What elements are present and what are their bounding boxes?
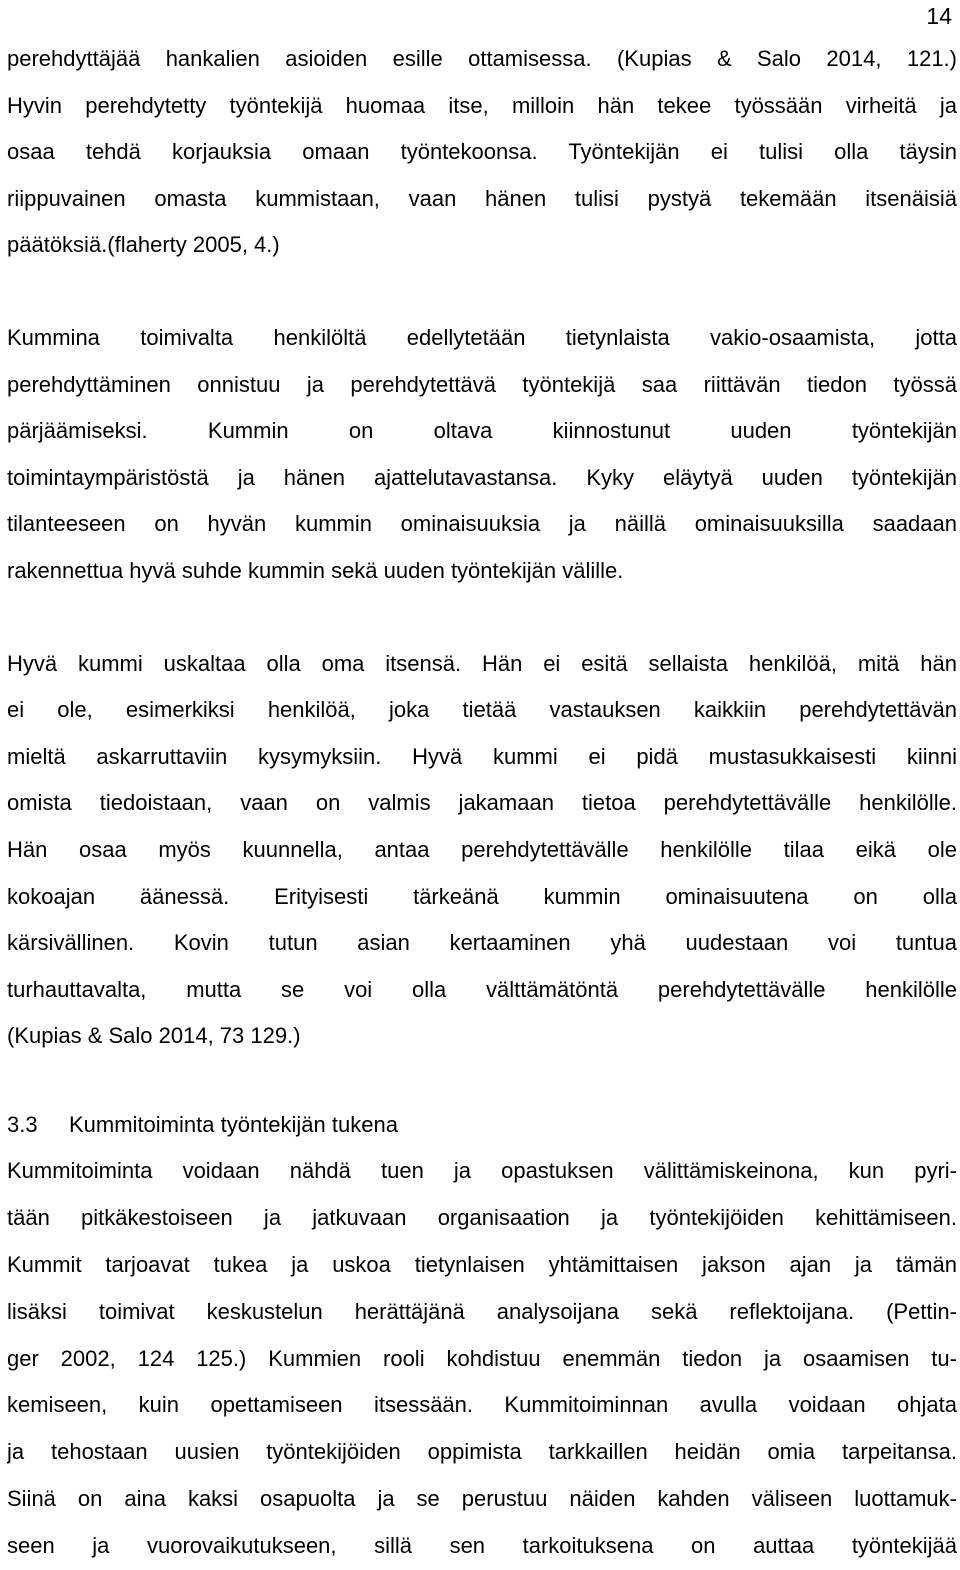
- section-title: Kummitoiminta työntekijän tukena: [69, 1111, 398, 1137]
- paragraph-spacer: [7, 595, 957, 641]
- text-line: riippuvainen omasta kummistaan, vaan hänen tulisi pystyä tekemään itsenäisiä: [7, 185, 957, 211]
- text-line: päätöksiä.(flaherty 2005, 4.): [7, 232, 280, 258]
- paragraph-3: [7, 641, 957, 1060]
- text-line: osaa tehdä korjauksia omaan työntekoonsa. Työntekijän ei tulisi olla täysin: [7, 139, 957, 165]
- paragraph-2: [7, 315, 957, 595]
- text-line: mieltä askarruttaviin kysymyksiin. Hyvä kummi ei pidä mustasukkaisesti kiinni: [7, 743, 957, 769]
- section-heading: [7, 1102, 957, 1148]
- text-line: tään pitkäkestoiseen ja jatkuvaan organisaation ja työntekijöiden kehittämiseen.: [7, 1204, 957, 1230]
- text-line: ja tehostaan uusien työntekijöiden oppimista tarkkaillen heidän omia tarpeitansa.: [7, 1439, 957, 1465]
- text-line: turhauttavalta, mutta se voi olla välttämätöntä perehdytettävälle henkilölle: [7, 976, 957, 1002]
- text-line: rakennettua hyvä suhde kummin sekä uuden työntekijän välille.: [7, 557, 624, 583]
- paragraph-1: [7, 36, 957, 269]
- document-body: [7, 36, 957, 1570]
- paragraph-spacer: [7, 1060, 957, 1102]
- text-line: perehdyttäminen onnistuu ja perehdytettävä työntekijä saa riittävän tiedon työssä: [7, 371, 957, 397]
- paragraph-spacer: [7, 269, 957, 315]
- text-line: kärsivällinen. Kovin tutun asian kertaaminen yhä uudestaan voi tuntua: [7, 930, 957, 956]
- text-line: kokoajan äänessä. Erityisesti tärkeänä kummin ominaisuutena on olla: [7, 883, 957, 909]
- text-line: toimintaympäristöstä ja hänen ajattelutavastansa. Kyky eläytyä uuden työntekijän: [7, 464, 957, 490]
- text-line: tilanteeseen on hyvän kummin ominaisuuksia ja näillä ominaisuuksilla saadaan: [7, 511, 957, 537]
- text-line: ei ole, esimerkiksi henkilöä, joka tietää vastauksen kaikkiin perehdytettävän: [7, 697, 957, 723]
- text-line: ger 2002, 124 125.) Kummien rooli kohdistuu enemmän tiedon ja osaamisen tu-: [7, 1345, 957, 1371]
- section-paragraph: [7, 1148, 957, 1570]
- text-line: pärjäämiseksi. Kummin on oltava kiinnostunut uuden työntekijän: [7, 418, 957, 444]
- text-line: seen ja vuorovaikutukseen, sillä sen tarkoituksena on auttaa työntekijää: [7, 1533, 957, 1559]
- page-number: 14: [926, 3, 952, 29]
- text-line: Kummitoiminta voidaan nähdä tuen ja opastuksen välittämiskeinona, kun pyri-: [7, 1157, 957, 1183]
- text-line: kemiseen, kuin opettamiseen itsessään. Kummitoiminnan avulla voidaan ohjata: [7, 1392, 957, 1418]
- text-line: omista tiedoistaan, vaan on valmis jakamaan tietoa perehdytettävälle henkilölle.: [7, 790, 957, 816]
- section-number: 3.3: [7, 1111, 38, 1137]
- text-line: Hyvä kummi uskaltaa olla oma itsensä. Hän ei esitä sellaista henkilöä, mitä hän: [7, 650, 957, 676]
- text-line: perehdyttäjää hankalien asioiden esille ottamisessa. (Kupias & Salo 2014, 121.): [7, 46, 957, 71]
- text-line: Kummina toimivalta henkilöltä edellytetään tietynlaista vakio-osaamista, jotta: [7, 324, 957, 350]
- text-line: Siinä on aina kaksi osapuolta ja se perustuu näiden kahden väliseen luottamuk-: [7, 1486, 957, 1512]
- text-line: Hyvin perehdytetty työntekijä huomaa itse, milloin hän tekee työssään virheitä ja: [7, 92, 957, 118]
- text-line: lisäksi toimivat keskustelun herättäjänä analysoijana sekä reflektoijana. (Pettin-: [7, 1298, 957, 1324]
- text-line: Kummit tarjoavat tukea ja uskoa tietynlaisen yhtämittaisen jakson ajan ja tämän: [7, 1251, 957, 1277]
- text-line: (Kupias & Salo 2014, 73 129.): [7, 1023, 301, 1049]
- text-line: Hän osaa myös kuunnella, antaa perehdytettävälle henkilölle tilaa eikä ole: [7, 836, 957, 862]
